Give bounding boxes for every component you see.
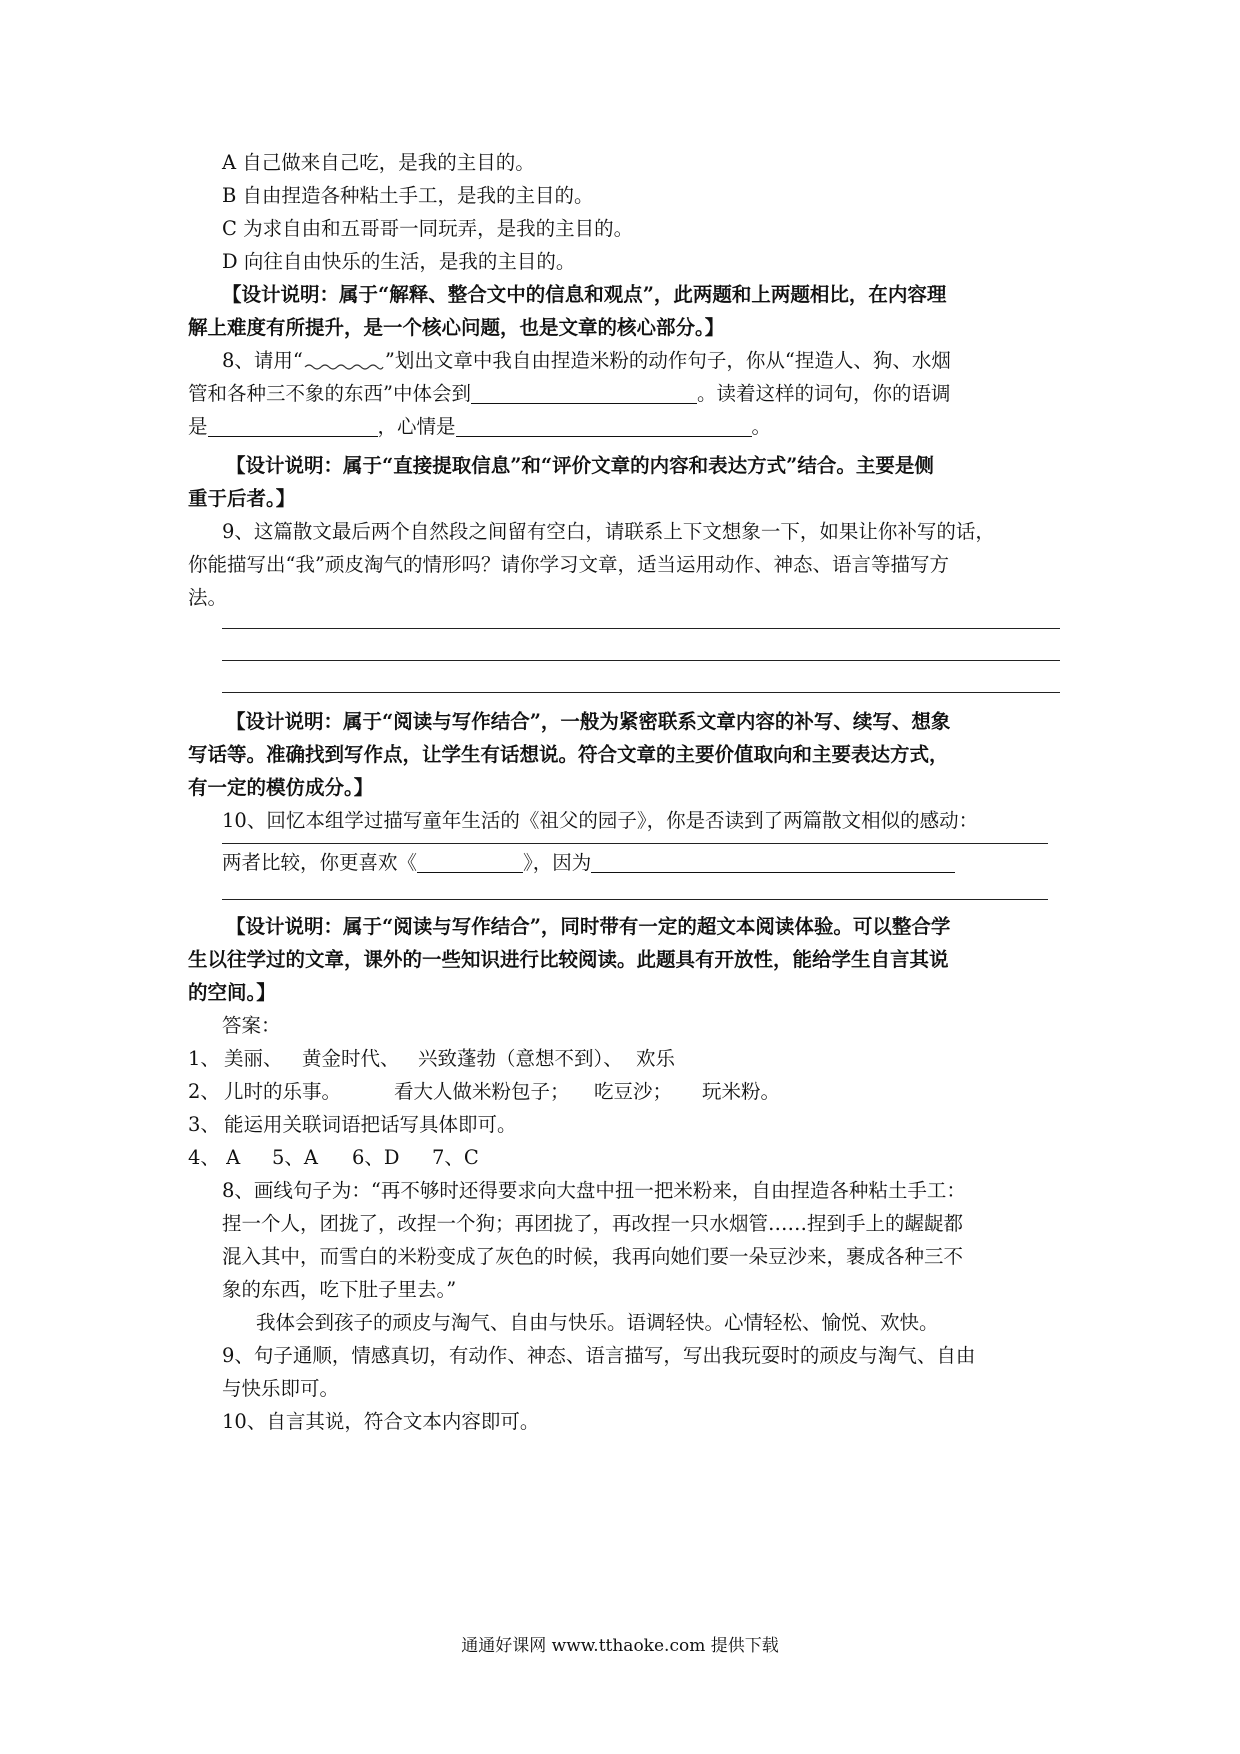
answer-2: 2、 儿时的乐事。 看大人做米粉包子； 吃豆沙； 玩米粉。 — [188, 1080, 781, 1103]
answer-8-line4: 象的东西，吃下肚子里去。” — [222, 1278, 457, 1301]
answer-1: 1、 美丽、 黄金时代、 兴致蓬勃（意想不到）、 欢乐 — [188, 1047, 676, 1070]
question-9-line2: 你能描写出“我”顽皮淘气的情形吗？请你学习文章，适当运用动作、神态、语言等描写方 — [188, 553, 949, 576]
q7-option-a: A 自己做来自己吃，是我的主目的。 — [222, 151, 535, 174]
question-9-line1: 9、这篇散文最后两个自然段之间留有空白，请联系上下文想象一下，如果让你补写的话， — [222, 520, 995, 543]
answer-3: 3、 能运用关联词语把话写具体即可。 — [188, 1113, 517, 1136]
question-8-line1: 8、请用“ ”划出文章中我自由捏造米粉的动作句子，你从“捏造人、狗、水烟 — [222, 349, 951, 372]
answer-10: 10、自言其说，符合文本内容即可。 — [222, 1410, 540, 1433]
question-8-line2: 管和各种三不象的东西”中体会到 。读着这样的词句，你的语调 — [188, 382, 951, 405]
footer-credit: 通通好课网 www.tthaoke.com 提供下载 — [461, 1636, 779, 1656]
q8-blank-tone[interactable] — [208, 416, 378, 437]
design-note-4-line3: 的空间。】 — [188, 981, 276, 1004]
wavy-underline-sample — [303, 350, 385, 372]
answers-heading: 答案： — [222, 1014, 281, 1037]
answer-8-line1: 8、画线句子为：“再不够时还得要求向大盘中扭一把米粉来，自由捏造各种粘土手工： — [222, 1179, 966, 1202]
design-note-3-line3: 有一定的模仿成分。】 — [188, 776, 374, 799]
question-10-line1: 10、回忆本组学过描写童年生活的《祖父的园子》，你是否读到了两篇散文相似的感动： — [222, 809, 979, 832]
design-note-1-line1: 【设计说明：属于“解释、整合文中的信息和观点”，此两题和上两题相比，在内容理 — [222, 283, 947, 306]
design-note-4-line1: 【设计说明：属于“阅读与写作结合”，同时带有一定的超文本阅读体验。可以整合学 — [226, 915, 951, 938]
q7-option-d: D 向往自由快乐的生活，是我的主目的。 — [222, 250, 576, 273]
answer-9-line2: 与快乐即可。 — [222, 1377, 340, 1400]
answer-8-line5: 我体会到孩子的顽皮与淘气、自由与快乐。语调轻快。心情轻松、愉悦、欢快。 — [256, 1311, 939, 1334]
q7-option-c: C 为求自由和五哥哥一同玩弄，是我的主目的。 — [222, 217, 634, 240]
document-page — [188, 146, 1060, 1438]
q10-blank-title[interactable] — [417, 852, 523, 873]
answer-9-line1: 9、句子通顺，情感真切，有动作、神态、语言描写，写出我玩耍时的顽皮与淘气、自由 — [222, 1344, 976, 1367]
q10-answer-line-1[interactable] — [222, 843, 1048, 844]
q10-blank-reason[interactable] — [591, 852, 955, 873]
question-9-line3: 法。 — [188, 586, 228, 609]
q8-blank-feeling[interactable] — [471, 383, 697, 404]
design-note-4-line2: 生以往学过的文章，课外的一些知识进行比较阅读。此题具有开放性，能给学生自言其说 — [188, 948, 949, 971]
design-note-2-line2: 重于后者。】 — [188, 487, 296, 510]
design-note-3-line2: 写话等。准确找到写作点，让学生有话想说。符合文章的主要价值取向和主要表达方式， — [188, 743, 949, 766]
q7-option-b: B 自由捏造各种粘土手工，是我的主目的。 — [222, 184, 594, 207]
design-note-3-line1: 【设计说明：属于“阅读与写作结合”，一般为紧密联系文章内容的补写、续写、想象 — [226, 710, 951, 733]
question-8-line3: 是 ，心情是 。 — [188, 415, 772, 438]
answer-8-line2: 捏一个人，团拢了，改捏一个狗；再团拢了，再改捏一只水烟管……捏到手上的龌龊都 — [222, 1212, 964, 1235]
design-note-1-line2: 解上难度有所提升，是一个核心问题，也是文章的核心部分。】 — [188, 316, 725, 339]
question-10-line2: 两者比较，你更喜欢《 》，因为 — [188, 846, 1060, 879]
answer-4-7: 4、 A 5、A 6、D 7、C — [188, 1146, 479, 1169]
q8-blank-mood[interactable] — [456, 416, 752, 437]
answer-8-line3: 混入其中，而雪白的米粉变成了灰色的时候，我再向她们要一朵豆沙来，裹成各种三不 — [222, 1245, 964, 1268]
design-note-2-line1: 【设计说明：属于“直接提取信息”和“评价文章的内容和表达方式”结合。主要是侧 — [226, 454, 934, 477]
